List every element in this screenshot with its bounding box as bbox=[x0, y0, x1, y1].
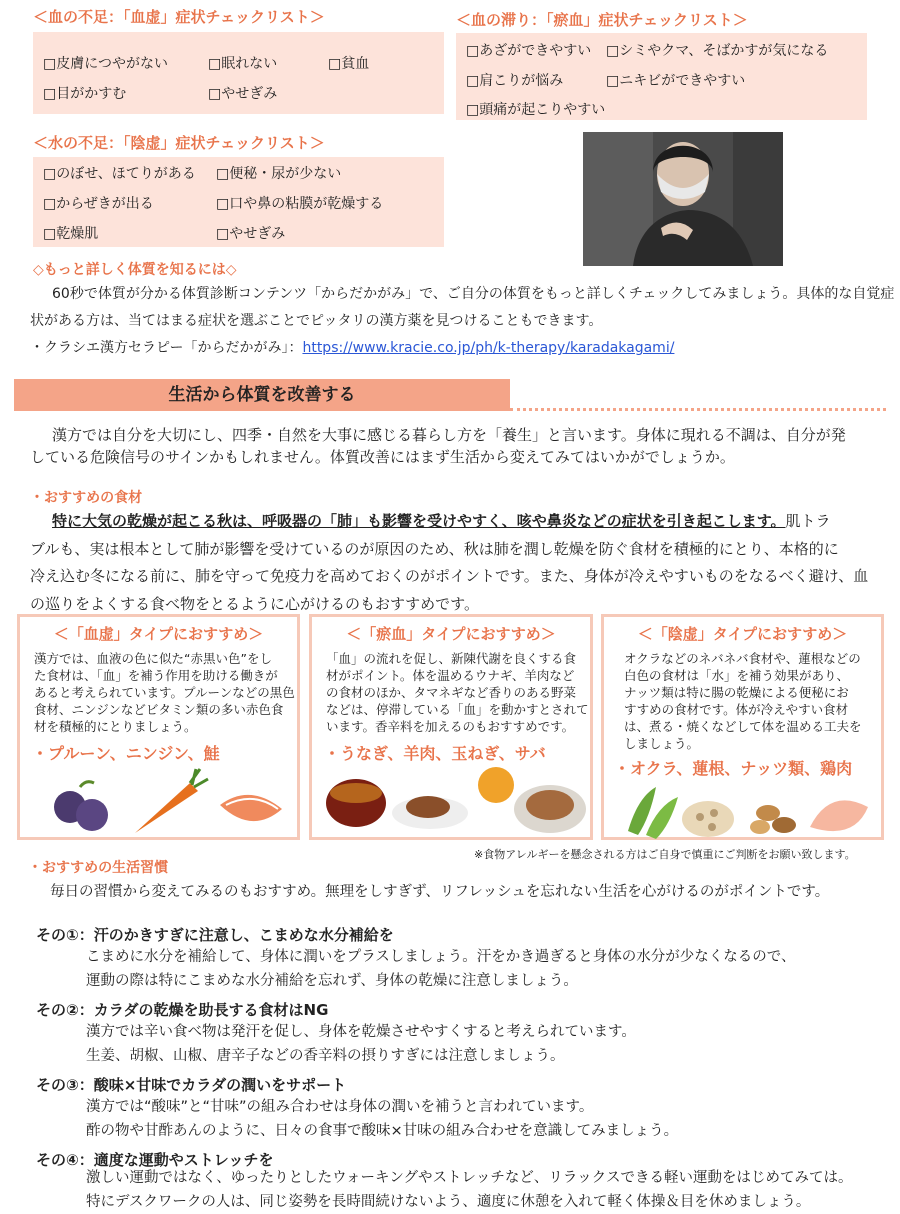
card-line: います。香辛料を加えるのもおすすめです。 bbox=[326, 719, 575, 734]
checklist-item: □貧血 bbox=[328, 56, 370, 72]
section-title: 生活から体質を改善する bbox=[168, 385, 356, 405]
blood-deficiency-checklist bbox=[33, 32, 444, 114]
food-heading: ・おすすめの食材 bbox=[30, 490, 143, 506]
checklist-item: □シミやクマ、そばかすが気になる bbox=[606, 43, 829, 59]
food-para-line2: ブルも、実は根本として肺が影響を受けているのが原因のため、秋は肺を潤し乾燥を防ぐ食材を積極的にとり、本格的に bbox=[30, 540, 839, 558]
tip-line: こまめに水分を補給して、身体に潤いをプラスしましょう。汗をかき過ぎると身体の水分が少なくなるので、 bbox=[86, 949, 796, 965]
card-line: 漢方では、血液の色に似た“赤黒い色”をし bbox=[34, 651, 272, 666]
woman-illustration bbox=[583, 132, 783, 266]
card-title: ＜「血虚」タイプにおすすめ＞ bbox=[53, 625, 264, 643]
card-description bbox=[34, 650, 297, 735]
allergy-note: ※食物アレルギーを懸念される方はご自身で慎重にご判断をお願い致します。 bbox=[474, 848, 856, 861]
tip-3-text bbox=[86, 1095, 678, 1143]
card-line: の食材のほか、タマネギなど香りのある野菜 bbox=[326, 685, 577, 700]
tip-line: 生姜、胡椒、山椒、唐辛子などの香辛料の摂りすぎには注意しましょう。 bbox=[86, 1048, 565, 1064]
card-title: ＜「瘀血」タイプにおすすめ＞ bbox=[346, 625, 556, 643]
more-info-heading: ◇もっと詳しく体質を知るには◇ bbox=[33, 262, 237, 278]
card-line: しましょう。 bbox=[624, 736, 700, 751]
blood-deficiency-title: ＜血の不足：「血虚」症状チェックリスト＞ bbox=[33, 8, 325, 26]
link-label: ・クラシエ漢方セラピー「からだかがみ」： bbox=[30, 340, 303, 356]
card-line: あると考えられています。プルーンなどの黒色 bbox=[34, 685, 295, 700]
blood-stagnation-title: ＜血の滞り：「瘀血」症状チェックリスト＞ bbox=[456, 11, 748, 29]
habits-intro: 毎日の習慣から変えてみるのもおすすめ。無理をしすぎず、リフレッシュを忘れない生活を心がけるのがポイントです。 bbox=[50, 884, 830, 900]
okra-lotus-nuts-chicken-illustration bbox=[618, 783, 874, 839]
woman-photo bbox=[583, 132, 783, 266]
habits-heading: ・おすすめの生活習慣 bbox=[28, 860, 169, 876]
water-deficiency-checklist bbox=[33, 157, 444, 247]
tip-1-title: その①：汗のかきすぎに注意し、こまめな水分補給を bbox=[36, 926, 394, 944]
section-intro-2: している危険信号のサインかもしれません。体質改善にはまず生活から変えてみてはいかがでしょうか。 bbox=[30, 448, 735, 466]
card-line: すすめの食材です。体が冷えやすい食材 bbox=[624, 702, 849, 717]
checklist-item: □口や鼻の粘膜が乾燥する bbox=[216, 196, 384, 212]
tip-4-title: その④：適度な運動やストレッチを bbox=[36, 1151, 274, 1169]
food-line1-rest: 肌トラ bbox=[785, 512, 831, 530]
card-foods: ・うなぎ、羊肉、玉ねぎ、サバ bbox=[324, 744, 546, 763]
tip-line: 運動の際は特にこまめな水分補給を忘れず、身体の乾燥に注意しましょう。 bbox=[86, 973, 578, 989]
card-inkyo bbox=[601, 614, 884, 840]
checklist-item: □やせぎみ bbox=[208, 86, 278, 102]
card-line: 白色の食材は「水」を補う効果があり、 bbox=[624, 668, 850, 683]
section-dotted-rule bbox=[510, 408, 886, 411]
checklist-item: □便秘・尿が少ない bbox=[216, 166, 342, 182]
food-para-line1 bbox=[52, 506, 831, 537]
card-line: 食材、ニンジンなどビタミン類の多い赤色食 bbox=[34, 702, 284, 717]
karadakagami-link[interactable]: https://www.kracie.co.jp/ph/k-therapy/karadakagami/ bbox=[302, 340, 675, 356]
karadakagami-link-row bbox=[30, 334, 674, 362]
blood-stagnation-checklist bbox=[456, 33, 867, 120]
eel-lamb-onion-mackerel-illustration bbox=[318, 763, 590, 839]
tip-1-text bbox=[86, 945, 795, 993]
tip-line: 漢方では辛い食べ物は発汗を促し、身体を乾燥させやすくすると考えられています。 bbox=[86, 1024, 636, 1040]
checklist-item: □肩こりが悩み bbox=[466, 73, 564, 89]
tip-2-text bbox=[86, 1020, 636, 1068]
food-para-line3: 冷え込む冬になる前に、肺を守って免疫力を高めておくのがポイントです。また、身体が冷えやすいものをなるべく避け、血 bbox=[30, 567, 869, 585]
tip-line: 特にデスクワークの人は、同じ姿勢を長時間続けないよう、適度に休憩を入れて軽く体操＆目を休めましょう。 bbox=[86, 1194, 811, 1210]
prune-carrot-salmon-illustration bbox=[40, 765, 290, 837]
tip-4-text bbox=[86, 1166, 852, 1214]
checklist-item: □乾燥肌 bbox=[43, 226, 99, 242]
card-oketsu bbox=[309, 614, 593, 840]
water-deficiency-title: ＜水の不足：「陰虚」症状チェックリスト＞ bbox=[33, 134, 325, 152]
card-line: 「血」の流れを促し、新陳代謝を良くする食 bbox=[326, 651, 577, 666]
card-line: 材がポイント。体を温めるウナギ、羊肉など bbox=[326, 668, 575, 683]
card-kekkyo bbox=[17, 614, 300, 840]
card-description bbox=[624, 650, 881, 752]
tip-line: 激しい運動ではなく、ゆったりとしたウォーキングやストレッチなど、リラックスできる軽い運動をはじめてみては。 bbox=[86, 1170, 853, 1186]
food-emphasis: 特に大気の乾燥が起こる秋は、呼吸器の「肺」も影響を受けやすく、咳や鼻炎などの症状を引き起こします。 bbox=[52, 512, 786, 530]
checklist-item: □のぼせ、ほてりがある bbox=[43, 166, 196, 182]
card-title: ＜「陰虚」タイプにおすすめ＞ bbox=[637, 625, 848, 643]
checklist-item: □やせぎみ bbox=[216, 226, 286, 242]
checklist-item: □ニキビができやすい bbox=[606, 73, 746, 89]
checklist-item: □あざができやすい bbox=[466, 43, 592, 59]
card-line: などは、停滞している「血」を動かすとされて bbox=[326, 702, 589, 717]
tip-2-title: その②：カラダの乾燥を助長する食材はNG bbox=[36, 1001, 329, 1019]
checklist-item: □頭痛が起こりやすい bbox=[466, 102, 606, 118]
checklist-item: □目がかすむ bbox=[43, 86, 127, 102]
card-foods: ・オクラ、蓮根、ナッツ類、鶏肉 bbox=[614, 759, 853, 778]
card-description bbox=[326, 650, 590, 735]
card-foods: ・プルーン、ニンジン、鮭 bbox=[32, 744, 220, 763]
checklist-item: □からぜきが出る bbox=[43, 196, 154, 212]
card-line: オクラなどのネバネバ食材や、蓮根などの bbox=[624, 651, 861, 666]
card-line: た食材は、「血」を補う作用を助ける働きが bbox=[34, 668, 278, 683]
tip-line: 酢の物や甘酢あんのように、日々の食事で酸味×甘味の組み合わせを意識してみましょう。 bbox=[86, 1123, 679, 1139]
card-line: ナッツ類は特に腸の乾燥による便秘にお bbox=[624, 685, 849, 700]
tip-3-title: その③：酸味×甘味でカラダの潤いをサポート bbox=[36, 1076, 347, 1094]
more-info-line2: 状がある方は、当てはまる症状を選ぶことでピッタリの漢方薬を見つけることもできます。 bbox=[30, 313, 603, 329]
tip-line: 漢方では“酸味”と“甘味”の組み合わせは身体の潤いを補うと言われています。 bbox=[86, 1099, 594, 1115]
food-para-line4: の巡りをよくする食べ物をとるように心がけるのもおすすめです。 bbox=[30, 595, 479, 613]
card-line: は、煮る・焼くなどして体を温める工夫を bbox=[624, 719, 862, 734]
checklist-item: □皮膚につやがない bbox=[43, 56, 168, 72]
checklist-item: □眠れない bbox=[208, 56, 278, 72]
section-intro-1: 漢方では自分を大切にし、四季・自然を大事に感じる暮らし方を「養生」と言います。身体に現れる不調は、自分が発 bbox=[52, 426, 846, 444]
more-info-line1: 60秒で体質が分かる体質診断コンテンツ「からだかがみ」で、ご自分の体質をもっと詳しくチェックしてみましょう。具体的な自覚症 bbox=[52, 286, 895, 302]
card-line: 材を積極的にとりましょう。 bbox=[34, 719, 197, 734]
